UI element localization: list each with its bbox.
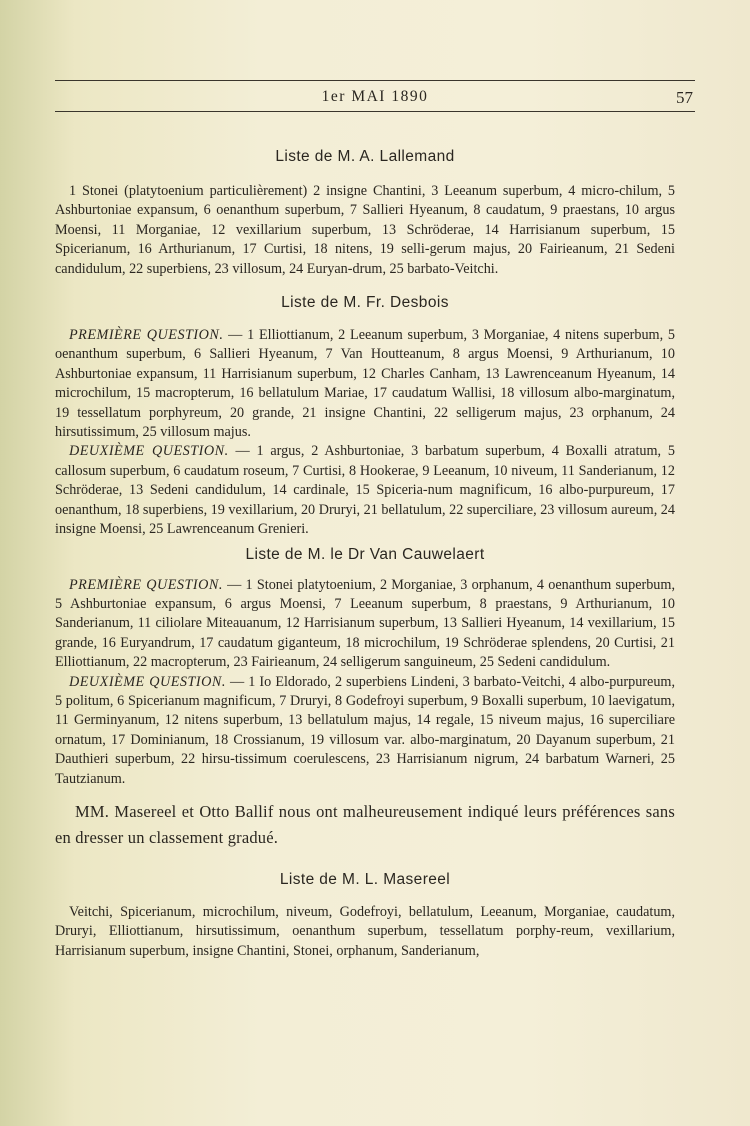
question-text: — 1 Io Eldorado, 2 superbiens Lindeni, 3 barbato-Veitchi, 4 albo-purpureum, 5 politum, 6 Spicerianum magnificum, 7 Druryi, 8 Godefroyi superbum, 9 Boxalli superbum, 10 laevigatum, 11 Germinyanum, 12 nitens superbum, 13 bellatulum majus, 14 regale, 15 niveum majus, 16 superciliare ornatum, 17 Dominianum, 18 Crossianum, 19 villosum var. albo-marginatum, 20 Dayanum superbum, 21 Dauthieri superbum, 22 hirsu-tissimum coerulescens, 23 Harrisianum nigrum, 24 barbatum Warneri, 25 Tautzianum. bbox=[55, 673, 675, 787]
question-label: DEUXIÈME QUESTION. bbox=[69, 673, 226, 690]
cauwelaert-question-1 bbox=[55, 576, 675, 673]
header-rule-bottom bbox=[55, 111, 695, 112]
cauwelaert-question-2 bbox=[55, 673, 675, 789]
list-lallemand: 1 Stonei (platytoenium particulièrement) 2 insigne Chantini, 3 Leeanum superbum, 4 micro-chilum, 5 Ashburtoniae expansum, 6 oenanthum superbum, 7 Sallieri Hyeanum, 8 caudatum, 9 praestans, 10 argus Moensi, 11 Morganiae, 12 vexillarium superbum, 13 Schröderae, 14 Harrisianum superbum, 15 Spicerianum, 16 Arthurianum, 17 Curtisi, 18 nitens, 19 selli-gerum majus, 20 Fairieanum, 21 Sedeni candidulum, 22 superbiens, 23 villosum, 24 Euryan-drum, 25 barbato-Veitchi. bbox=[55, 183, 675, 277]
section-title-cauwelaert: Liste de M. le Dr Van Cauwelaert bbox=[245, 545, 485, 563]
section-title-masereel: Liste de M. L. Masereel bbox=[279, 870, 451, 888]
section-title-desbois: Liste de M. Fr. Desbois bbox=[281, 294, 449, 312]
question-label: DEUXIÈME QUESTION. bbox=[69, 443, 229, 460]
running-header bbox=[55, 80, 695, 112]
page-content bbox=[55, 146, 675, 961]
question-label: PREMIÈRE QUESTION. bbox=[69, 327, 224, 344]
header-line bbox=[55, 81, 695, 111]
desbois-question-1 bbox=[55, 326, 675, 442]
header-date: 1er MAI 1890 bbox=[321, 88, 429, 105]
section-title-lallemand: Liste de M. A. Lallemand bbox=[275, 148, 455, 165]
masereel-ballif-note: MM. Masereel et Otto Ballif nous ont malheureusement indiqué leurs préférences sans en dresser un classement gradué. bbox=[55, 801, 675, 847]
question-text: — 1 Stonei platytoenium, 2 Morganiae, 3 orphanum, 4 oenanthum superbum, 5 Ashburtoniae expansum, 6 argus Moensi, 7 Leeanum superbum, 8 praestans, 9 Arthurianum, 10 Sanderianum, 11 ciliolare Miteauanum, 12 Harrisianum superbum, 13 Sallieri Hyeanum, 14 vexillarium, 15 grande, 16 Euryandrum, 17 caudatum giganteum, 18 microchilum, 19 Schröderae splendens, 20 Curtisi, 21 Elliottianum, 22 macropterum, 23 Fairieanum, 24 selligerum sanguineum, 25 Sedeni candidulum. bbox=[55, 576, 675, 671]
question-text: — 1 Elliottianum, 2 Leeanum superbum, 3 Morganiae, 4 nitens superbum, 5 oenanthum superbum, 6 Sallieri Hyeanum, 7 Van Houtteanum, 8 argus Moensi, 9 Arthurianum, 10 Ashburtoniae expansum, 11 Harrisianum superbum, 12 Charles Canham, 13 Lawrenceanum Hyeanum, 14 microchilum, 15 macropterum, 16 bellatulum Mariae, 17 caudatum Wallisi, 18 villosum albo-marginatum, 19 tessellatum porphyreum, 20 grande, 21 insigne Chantini, 22 selligerum majus, 23 orphanum, 24 hirsutissimum, 25 villosum majus. bbox=[55, 327, 675, 441]
desbois-question-2 bbox=[55, 442, 675, 539]
question-label: PREMIÈRE QUESTION. bbox=[69, 576, 223, 593]
list-masereel: Veitchi, Spicerianum, microchilum, niveum, Godefroyi, bellatulum, Leeanum, Morganiae, caudatum, Druryi, Elliottianum, hirsutissimum, oenanthum superbum, tessellatum porphy-reum, vexillarium, Harrisianum superbum, insigne Chantini, Stonei, orphanum, Sanderianum, bbox=[55, 903, 675, 959]
page-number: 57 bbox=[676, 88, 693, 107]
question-text: — 1 argus, 2 Ashburtoniae, 3 barbatum superbum, 4 Boxalli atratum, 5 callosum superbum, 6 caudatum roseum, 7 Curtisi, 8 Hookerae, 9 Leeanum, 10 niveum, 11 Sanderianum, 12 Schröderae, 13 Sedeni candidulum, 14 cardinale, 15 Spiceria-num magnificum, 16 albo-purpureum, 17 oenanthum, 18 superbiens, 19 vexillarium, 20 Druryi, 21 bellatulum, 22 superciliare, 23 villosum aureum, 24 insigne Moensi, 25 Lawrenceanum Grenieri. bbox=[55, 443, 675, 538]
